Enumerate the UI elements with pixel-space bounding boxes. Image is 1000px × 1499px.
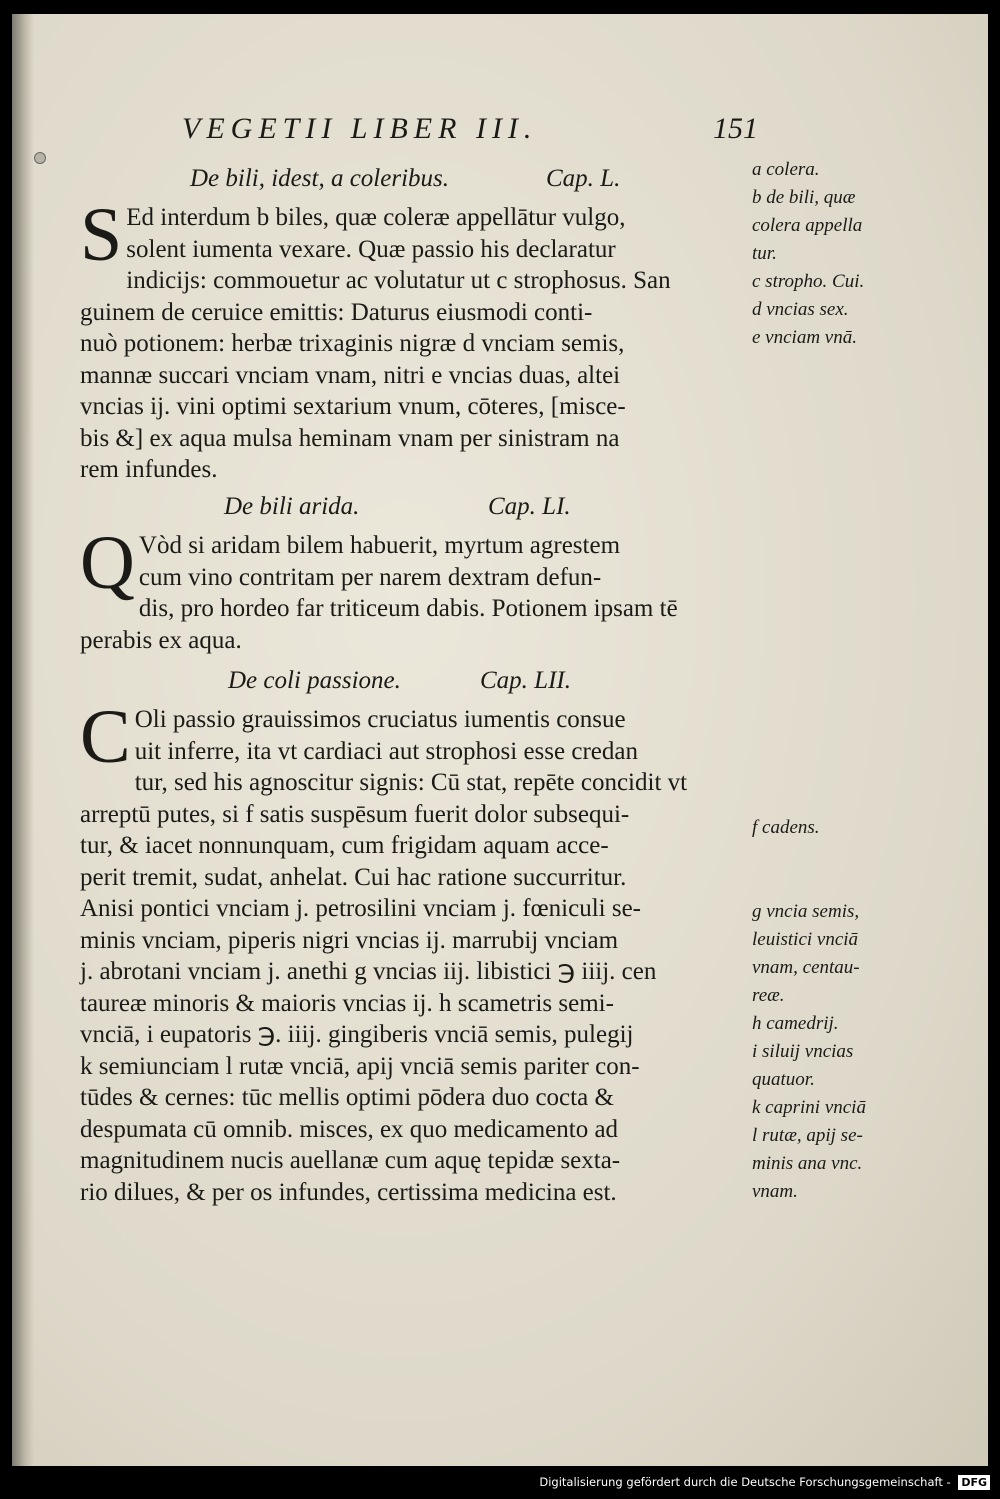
margin-note: leuistici vnciā: [752, 929, 859, 950]
credit-text: Digitalisierung gefördert durch die Deutsche Forschungsgemeinschaft -: [539, 1475, 951, 1489]
margin-note: tur.: [752, 243, 777, 264]
text-line: tur, sed his agnoscitur signis: Cū stat, repēte concidit vt: [134, 769, 688, 796]
margin-note: minis ana vnc.: [752, 1153, 863, 1174]
text-line: rio dilues, & per os infundes, certissima medicina est.: [80, 1178, 617, 1206]
margin-note: f cadens.: [752, 817, 820, 838]
page-number: 151: [713, 112, 758, 145]
text-line: magnitudinem nucis auellanæ cum aquę tepidæ sexta-: [80, 1147, 621, 1174]
margin-note: vnam, centau-: [752, 957, 860, 978]
text-line: k semiunciam l rutæ vnciā, apij vnciā semis pariter con-: [80, 1052, 640, 1080]
text-line: uit inferre, ita vt cardiaci aut strophosi esse credan: [134, 737, 638, 765]
drop-capital: Q: [80, 521, 135, 605]
chapter-heading: [80, 660, 750, 702]
chapter-text: [80, 521, 750, 656]
margin-notes-1: [752, 156, 982, 352]
text-line: vnciā, i eupatoris ℈. iiij. gingiberis vnciā semis, pulegij: [80, 1021, 634, 1048]
text-line: bis &] ex aqua mulsa heminam vnam per sinistram na: [80, 424, 620, 452]
drop-capital: S: [80, 193, 123, 277]
text-line: perit tremit, sudat, anhelat. Cui hac ratione succurritur.: [80, 863, 627, 891]
margin-notes-2: [752, 814, 982, 842]
chapter-number: Cap. LI.: [488, 493, 571, 520]
text-line: minis vnciam, piperis nigri vncias ij. marrubij vnciam: [80, 926, 619, 954]
margin-note: e vnciam vnā.: [752, 327, 857, 348]
text-line: vncias ij. vini optimi sextarium vnum, cōteres, [misce-: [80, 393, 626, 420]
margin-note: k caprini vnciā: [752, 1097, 866, 1118]
text-line: nuò potionem: herbæ trixaginis nigræ d vnciam semis,: [80, 330, 625, 357]
binding-hole: [34, 152, 46, 164]
text-line: mannæ succari vnciam vnam, nitri e vncias duas, altei: [80, 361, 621, 389]
drop-capital: C: [80, 695, 131, 779]
text-line: cum vino contritam per narem dextram defun-: [138, 563, 602, 591]
margin-note: d vncias sex.: [752, 299, 849, 320]
margin-note: c stropho. Cui.: [752, 271, 865, 292]
running-head-title: VEGETII LIBER III.: [182, 112, 538, 145]
margin-note: a colera.: [752, 159, 820, 180]
book-page: [12, 14, 988, 1466]
chapter-51: [80, 486, 750, 656]
chapter-number: Cap. LII.: [480, 667, 571, 694]
margin-note: g vncia semis,: [752, 901, 860, 922]
chapter-heading: [80, 158, 750, 200]
text-line: Oli passio grauissimos cruciatus iumentis consue: [134, 706, 626, 733]
text-line: arreptū putes, si f satis suspēsum fuerit dolor subsequi-: [80, 800, 630, 828]
book-spine: [12, 14, 34, 1466]
text-line: Vòd si aridam bilem habuerit, myrtum agrestem: [138, 532, 621, 559]
text-line: despumata cū omnib. misces, ex quo medicamento ad: [80, 1115, 619, 1143]
margin-note: h camedrij.: [752, 1013, 839, 1034]
chapter-number: Cap. L.: [546, 165, 621, 192]
chapter-52: [80, 660, 750, 1208]
margin-note: b de bili, quæ: [752, 187, 856, 208]
running-head: [182, 112, 762, 152]
chapter-heading: [80, 486, 750, 528]
margin-note: quatuor.: [752, 1069, 815, 1090]
text-line: Anisi pontici vnciam j. petrosilini vnciam j. fœniculi se-: [80, 895, 642, 922]
text-line: tūdes & cernes: tūc mellis optimi pōdera duo cocta &: [80, 1084, 614, 1111]
text-line: j. abrotani vnciam j. anethi g vncias iij. libistici ℈ iiij. cen: [80, 958, 657, 985]
text-line: rem infundes.: [80, 456, 218, 483]
text-line: solent iumenta vexare. Quæ passio his declaratur: [126, 235, 616, 263]
text-line: perabis ex aqua.: [80, 626, 242, 654]
text-line: dis, pro hordeo far triticeum dabis. Potionem ipsam tē: [138, 595, 678, 622]
chapter-title: De bili arida.: [224, 493, 360, 520]
text-line: Ed interdum b biles, quæ coleræ appellātur vulgo,: [126, 204, 626, 231]
text-line: indicijs: commouetur ac volutatur ut c strophosus. San: [126, 267, 671, 294]
digitization-credit: [539, 1469, 990, 1495]
text-line: tur, & iacet nonnunquam, cum frigidam aquam acce-: [80, 832, 609, 859]
dfg-logo: DFG: [958, 1475, 990, 1490]
text-line: taureæ minoris & maioris vncias ij. h scametris semi-: [80, 989, 614, 1017]
text-line: guinem de ceruice emittis: Daturus eiusmodi conti-: [80, 298, 593, 326]
margin-note: reæ.: [752, 985, 785, 1006]
chapter-title: De bili, idest, a coleribus.: [190, 165, 449, 192]
chapter-50: [80, 158, 750, 486]
chapter-title: De coli passione.: [228, 667, 401, 694]
margin-notes-3: [752, 898, 982, 1206]
margin-note: vnam.: [752, 1181, 798, 1202]
margin-note: i siluij vncias: [752, 1041, 854, 1062]
chapter-text: [80, 193, 750, 486]
margin-note: colera appella: [752, 215, 863, 236]
margin-note: l rutæ, apij se-: [752, 1125, 863, 1146]
chapter-text: [80, 695, 750, 1208]
